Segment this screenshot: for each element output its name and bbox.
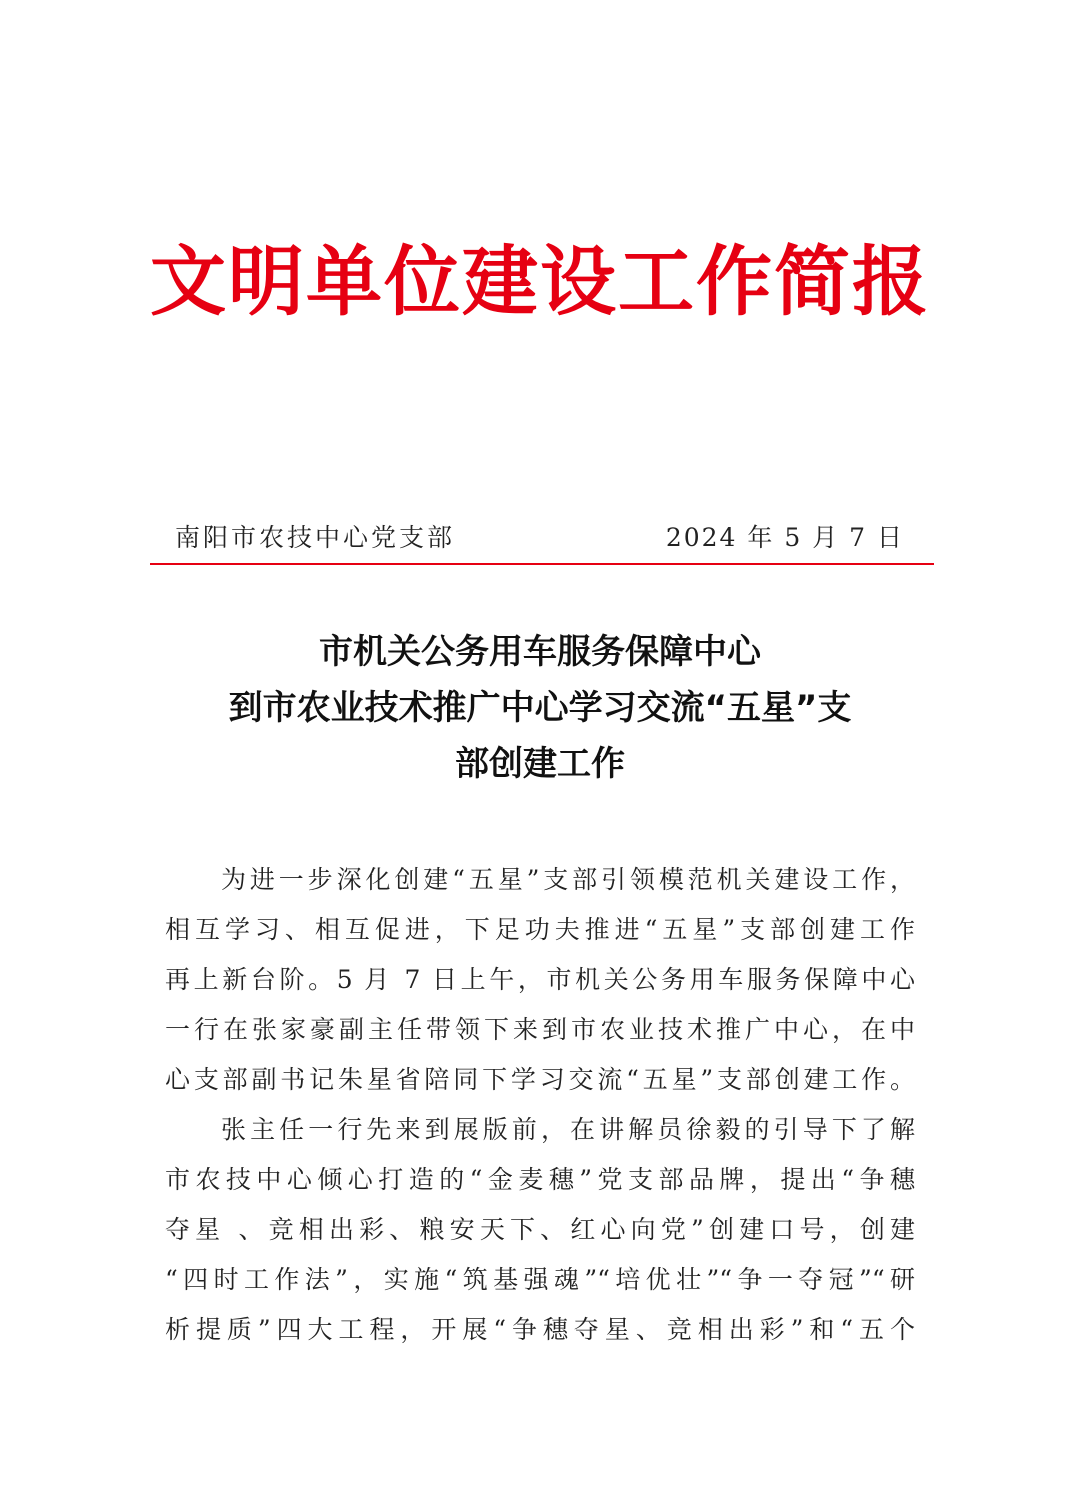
masthead-title: 文明单位建设工作简报 — [150, 237, 930, 326]
headline-line-3: 部创建工作 — [455, 744, 625, 784]
headline-line-2: 到市农业技术推广中心学习交流“五星”支 — [228, 688, 852, 728]
paragraph-2-line-4: “四时工作法”，实施“筑基强魂”“培优壮”“争一夺冠”“研 — [165, 1265, 915, 1294]
paragraph-2-line-1: 张主任一行先来到展版前，在讲解员徐毅的引导下了解 — [221, 1115, 915, 1144]
article-headline — [160, 624, 920, 792]
paragraph-2-line-3: 夺星 、竞相出彩、粮安天下、红心向党”创建口号，创建 — [165, 1215, 915, 1244]
issuer-name: 南阳市农技中心党支部 — [175, 523, 456, 552]
paragraph-1-line-4: 一行在张家豪副主任带领下来到市农业技术推广中心，在中 — [165, 1015, 915, 1044]
issue-date: 2024 年 5 月 7 日 — [665, 523, 904, 552]
paragraph-1-line-1: 为进一步深化创建“五星”支部引领模范机关建设工作， — [221, 865, 915, 894]
paragraph-2-line-5: 析提质”四大工程，开展“争穗夺星、竞相出彩”和“五个 — [165, 1315, 915, 1344]
paragraph-1-line-5: 心支部副书记朱星省陪同下学习交流“五星”支部创建工作。 — [165, 1065, 915, 1094]
paragraph-1-line-2: 相互学习、相互促进，下足功夫推进“五星”支部创建工作 — [165, 915, 915, 944]
paragraph-1-line-3: 再上新台阶。5 月 7 日上午，市机关公务用车服务保障中心 — [165, 965, 915, 994]
header-divider — [150, 563, 934, 565]
headline-line-1: 市机关公务用车服务保障中心 — [319, 632, 761, 672]
paragraph-2-line-2: 市农技中心倾心打造的“金麦穗”党支部品牌，提出“争穗 — [165, 1165, 915, 1194]
article-body — [165, 855, 915, 1355]
